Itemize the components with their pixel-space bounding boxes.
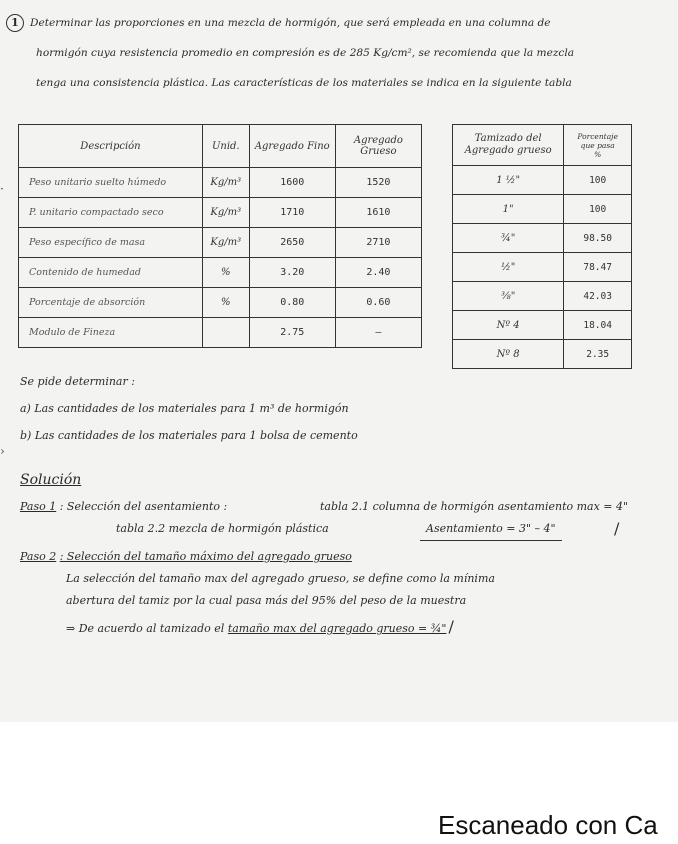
row-desc: Peso unitario suelto húmedo <box>19 168 203 198</box>
sieve-percent: 42.03 <box>564 282 632 311</box>
paso-1-ref-1: tabla 2.1 columna de hormigón asentamiento max = 4" <box>320 500 629 513</box>
row-unit: Kg/m³ <box>202 168 249 198</box>
row-fino: 2650 <box>249 228 335 258</box>
col-header-unidad: Unid. <box>202 125 249 168</box>
sieve-size: Nº 8 <box>453 340 564 369</box>
requirements <box>20 368 358 449</box>
answer-mark: / <box>448 617 454 636</box>
row-grueso: 0.60 <box>335 288 421 318</box>
problem-line-2: hormigón cuya resistencia promedio en compresión es de 285 Kg/cm², se recomienda que la mezcla <box>36 47 575 59</box>
row-fino: 1710 <box>249 198 335 228</box>
sieve-percent: 18.04 <box>564 311 632 340</box>
col-header-tamizado: Tamizado del Agregado grueso <box>453 125 564 166</box>
margin-mark: › <box>0 444 5 458</box>
sieve-analysis-table <box>452 124 632 369</box>
table-row <box>453 311 632 340</box>
table-row <box>453 166 632 195</box>
tamano-max-answer: tamaño max del agregado grueso = ¾" <box>227 622 447 635</box>
sieve-size: ⅜" <box>453 282 564 311</box>
sieve-size: ½" <box>453 253 564 282</box>
row-grueso: 1610 <box>335 198 421 228</box>
sieve-percent: 2.35 <box>564 340 632 369</box>
row-desc: Modulo de Fineza <box>19 318 203 348</box>
solution-section <box>20 472 670 638</box>
row-fino: 2.75 <box>249 318 335 348</box>
answer-mark: / <box>614 519 620 538</box>
table-row <box>19 258 422 288</box>
paso-2-label: Paso 2 <box>20 550 57 563</box>
table-header-row <box>453 125 632 166</box>
requirement-a: a) Las cantidades de los materiales para 1 m³ de hormigón <box>20 402 349 415</box>
sieve-size: 1 ½" <box>453 166 564 195</box>
row-fino: 0.80 <box>249 288 335 318</box>
table-row <box>19 198 422 228</box>
row-unit: % <box>202 258 249 288</box>
row-desc: Contenido de humedad <box>19 258 203 288</box>
sieve-size: ¾" <box>453 224 564 253</box>
requirements-intro: Se pide determinar : <box>20 375 135 388</box>
row-unit <box>202 318 249 348</box>
sieve-size: Nº 4 <box>453 311 564 340</box>
solution-title: Solución <box>20 472 82 488</box>
table-row <box>453 282 632 311</box>
table-row <box>453 340 632 369</box>
row-grueso: 2.40 <box>335 258 421 288</box>
row-fino: 1600 <box>249 168 335 198</box>
row-grueso: 1520 <box>335 168 421 198</box>
table-row <box>453 224 632 253</box>
sieve-percent: 100 <box>564 195 632 224</box>
problem-number: 1 <box>6 14 24 32</box>
scanner-watermark: Escaneado con Ca <box>438 810 658 840</box>
table-row <box>453 195 632 224</box>
margin-mark: · <box>0 182 4 196</box>
col-header-descripcion: Descripción <box>19 125 203 168</box>
paso-1-detail <box>20 518 670 540</box>
row-grueso: — <box>335 318 421 348</box>
row-grueso: 2710 <box>335 228 421 258</box>
row-unit: Kg/m³ <box>202 198 249 228</box>
paso-1-label: Paso 1 <box>20 500 57 513</box>
problem-line-1: 1 Determinar las proporciones en una mezcla de hormigón, que será empleada en una columna de <box>6 8 670 38</box>
col-header-porcentaje: Porcentaje que pasa % <box>564 125 632 166</box>
row-desc: Peso específico de masa <box>19 228 203 258</box>
paso-2-line-2: abertura del tamiz por la cual pasa más del 95% del peso de la muestra <box>66 594 467 607</box>
table-row <box>19 318 422 348</box>
paso-2-text: : Selección del tamaño máximo del agregado grueso <box>59 550 352 563</box>
materials-properties-table <box>18 124 422 348</box>
col-header-fino: Agregado Fino <box>249 125 335 168</box>
paso-2 <box>20 546 670 568</box>
problem-statement <box>6 8 670 98</box>
table-header-row <box>19 125 422 168</box>
row-unit: Kg/m³ <box>202 228 249 258</box>
problem-line-3: tenga una consistencia plástica. Las características de los materiales se indica en la siguiente tabla <box>36 77 572 89</box>
sieve-percent: 78.47 <box>564 253 632 282</box>
paso-2-line-3: ⇒ De acuerdo al tamizado el tamaño max del agregado grueso = ¾" / <box>66 617 454 636</box>
asentamiento-answer: Asentamiento = 3" – 4" <box>420 518 562 541</box>
table-row <box>19 288 422 318</box>
row-desc: Porcentaje de absorción <box>19 288 203 318</box>
paso-1 <box>20 496 670 518</box>
col-header-grueso: Agregado Grueso <box>335 125 421 168</box>
row-unit: % <box>202 288 249 318</box>
sieve-percent: 98.50 <box>564 224 632 253</box>
sieve-percent: 100 <box>564 166 632 195</box>
paso-2-line-1: La selección del tamaño max del agregado grueso, se define como la mínima <box>66 572 495 585</box>
table-row <box>19 168 422 198</box>
table-row <box>19 228 422 258</box>
paso-1-text: : Selección del asentamiento : <box>59 500 228 513</box>
paso-1-ref-2: tabla 2.2 mezcla de hormigón plástica <box>116 522 329 535</box>
table-row <box>453 253 632 282</box>
requirement-b: b) Las cantidades de los materiales para 1 bolsa de cemento <box>20 429 358 442</box>
row-fino: 3.20 <box>249 258 335 288</box>
sieve-size: 1" <box>453 195 564 224</box>
row-desc: P. unitario compactado seco <box>19 198 203 228</box>
